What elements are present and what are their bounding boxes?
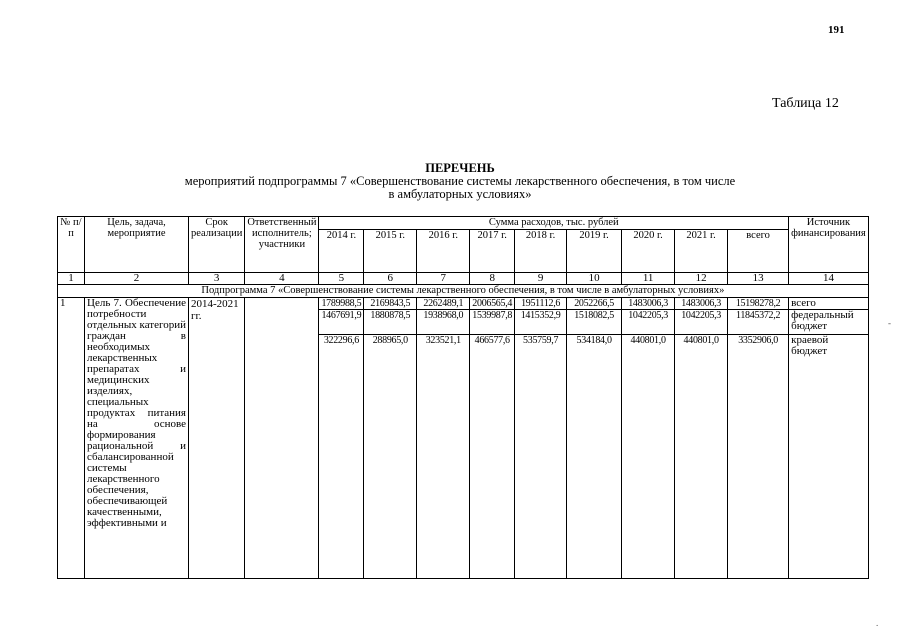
value-cell: 2169843,5: [364, 298, 417, 310]
value-cell: 1042205,3: [675, 310, 728, 335]
column-number: 13: [728, 273, 789, 285]
value-cell: 1518082,5: [567, 310, 622, 335]
value-cell: 1789988,5: [319, 298, 364, 310]
header-goal: Цель, задача, мероприятие: [85, 217, 189, 273]
value-cell: 2006565,4: [470, 298, 515, 310]
value-cell: 1483006,3: [675, 298, 728, 310]
column-number: 8: [470, 273, 515, 285]
implementation-term: 2014-2021 гг.: [189, 298, 245, 579]
header-year: 2014 г.: [319, 230, 364, 273]
header-source: Источник финансирования: [789, 217, 869, 273]
header-responsible: Ответственный исполнитель; участники: [245, 217, 319, 273]
column-number: 1: [58, 273, 85, 285]
column-number: 9: [515, 273, 567, 285]
column-number: 12: [675, 273, 728, 285]
header-sum: Сумма расходов, тыс. рублей: [319, 217, 789, 230]
header-year: 2016 г.: [417, 230, 470, 273]
value-cell: 322296,6: [319, 335, 364, 579]
header-year: 2019 г.: [567, 230, 622, 273]
header-year: 2021 г.: [675, 230, 728, 273]
column-number: 10: [567, 273, 622, 285]
value-cell: 440801,0: [622, 335, 675, 579]
row-number: 1: [58, 298, 85, 579]
subprogram-title: Подпрограмма 7 «Совершенствование системы лекарственного обеспечения, в том числе в амбулаторных условиях»: [58, 285, 869, 298]
value-cell-total: 11845372,2: [728, 310, 789, 335]
value-cell: 1415352,9: [515, 310, 567, 335]
value-cell: 1467691,9: [319, 310, 364, 335]
column-numbers-row: [58, 273, 869, 285]
scan-speck: -: [888, 318, 891, 328]
scan-speck: .: [876, 618, 879, 628]
title-line-2: мероприятий подпрограммы 7 «Совершенствование системы лекарственного обеспечения, в том числе: [184, 174, 736, 188]
value-cell: 466577,6: [470, 335, 515, 579]
header-year: 2015 г.: [364, 230, 417, 273]
header-no: № п/п: [58, 217, 85, 273]
value-cell: 2052266,5: [567, 298, 622, 310]
table-row: [58, 298, 869, 310]
page-number: 191: [828, 24, 845, 36]
responsible-executor: [245, 298, 319, 579]
value-cell: 535759,7: [515, 335, 567, 579]
value-cell-total: 3352906,0: [728, 335, 789, 579]
column-number: 2: [85, 273, 189, 285]
value-cell: 2262489,1: [417, 298, 470, 310]
value-cell: 288965,0: [364, 335, 417, 579]
value-cell: 1938968,0: [417, 310, 470, 335]
value-cell: 323521,1: [417, 335, 470, 579]
title-line-3: в амбулаторных условиях»: [388, 187, 532, 201]
value-cell: 1483006,3: [622, 298, 675, 310]
funding-source: федеральный бюджет: [789, 310, 869, 335]
column-number: 7: [417, 273, 470, 285]
value-cell: 534184,0: [567, 335, 622, 579]
value-cell: 1880878,5: [364, 310, 417, 335]
header-row: [58, 217, 869, 230]
column-number: 4: [245, 273, 319, 285]
value-cell: 1042205,3: [622, 310, 675, 335]
column-number: 3: [189, 273, 245, 285]
column-number: 14: [789, 273, 869, 285]
header-year: 2017 г.: [470, 230, 515, 273]
column-number: 6: [364, 273, 417, 285]
value-cell: 1539987,8: [470, 310, 515, 335]
goal-description: Цель 7. Обеспечение потребности отдельных категорий граждан в необходимых лекарственных препаратах и медицинских изделиях, специальных продуктах питания на основе формирования рациональной и сбалансированной системы лекарственного обеспечения, обеспечивающей качественными, эффективными и: [85, 298, 189, 579]
header-term: Срок реализации: [189, 217, 245, 273]
document-title: [80, 162, 840, 201]
table-label: Таблица 12: [772, 96, 839, 111]
title-line-1: ПЕРЕЧЕНЬ: [425, 161, 495, 175]
value-cell: 440801,0: [675, 335, 728, 579]
expenditure-table: [57, 216, 869, 579]
header-year: 2020 г.: [622, 230, 675, 273]
column-number: 5: [319, 273, 364, 285]
header-year-total: всего: [728, 230, 789, 273]
column-number: 11: [622, 273, 675, 285]
subprogram-row: [58, 285, 869, 298]
header-year: 2018 г.: [515, 230, 567, 273]
funding-source: всего: [789, 298, 869, 310]
funding-source: краевой бюджет: [789, 335, 869, 579]
value-cell-total: 15198278,2: [728, 298, 789, 310]
value-cell: 1951112,6: [515, 298, 567, 310]
